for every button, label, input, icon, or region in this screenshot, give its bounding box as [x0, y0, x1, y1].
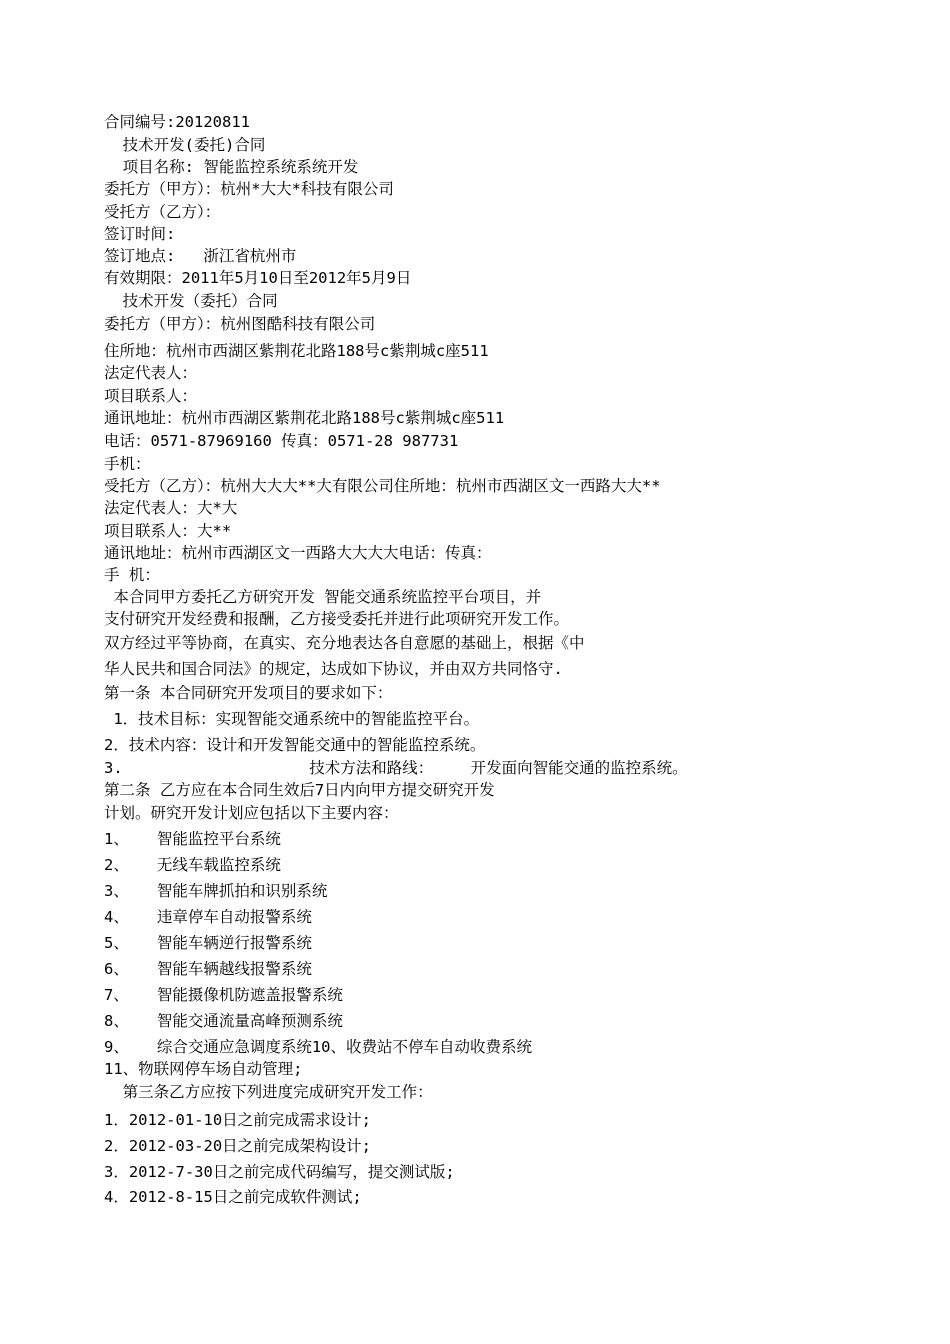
list-item-5: 5、 智能车辆逆行报警系统: [104, 934, 312, 952]
article-3-heading: 第三条乙方应按下列进度完成研究开发工作：: [104, 1083, 433, 1101]
party-b: 受托方（乙方）：: [104, 203, 221, 221]
party-a-legal-rep: 法定代表人：: [104, 364, 198, 382]
signing-time: 签订时间:: [104, 225, 176, 243]
article-1-heading: 第一条 本合同研究开发项目的要求如下：: [104, 684, 393, 702]
preamble-line-3: 双方经过平等协商，在真实、充分地表达各自意愿的基础上，根据《中: [104, 634, 585, 652]
article-1-item-1: 1．技术目标：实现智能交通系统中的智能监控平台。: [104, 710, 480, 728]
schedule-item-2: 2．2012-03-20日之前完成架构设计;: [104, 1137, 371, 1155]
party-a-phone-fax: 电话：0571-87969160 传真：0571-28 987731: [104, 432, 459, 450]
contract-title-2: 技术开发（委托）合同: [104, 292, 278, 310]
party-a-address: 住所地：杭州市西湖区紫荆花北路188号c紫荆城c座511: [104, 342, 489, 360]
party-a-mailing-address: 通讯地址：杭州市西湖区紫荆花北路188号c紫荆城c座511: [104, 409, 505, 427]
article-1-item-3: 3. 技术方法和路线： 开发面向智能交通的监控系统。: [104, 759, 688, 777]
list-item-7: 7、 智能摄像机防遮盖报警系统: [104, 986, 343, 1004]
list-item-8: 8、 智能交通流量高峰预测系统: [104, 1012, 343, 1030]
list-item-1: 1、 智能监控平台系统: [104, 830, 281, 848]
party-a-2: 委托方（甲方）：杭州图酷科技有限公司: [104, 315, 376, 333]
schedule-item-3: 3．2012-7-30日之前完成代码编写，提交测试版;: [104, 1163, 455, 1181]
article-2-heading: 第二条 乙方应在本合同生效后7日内向甲方提交研究开发: [104, 781, 495, 799]
party-b-mailing-address: 通讯地址：杭州市西湖区文一西路大大大大电话：传真：: [104, 544, 492, 562]
list-item-9-10: 9、 综合交通应急调度系统10、收费站不停车自动收费系统: [104, 1038, 532, 1056]
contract-number: 合同编号:20120811: [104, 113, 250, 131]
schedule-item-1: 1．2012-01-10日之前完成需求设计;: [104, 1111, 371, 1129]
signing-place: 签订地点: 浙江省杭州市: [104, 247, 297, 265]
party-a-contact: 项目联系人：: [104, 387, 198, 405]
list-item-4: 4、 违章停车自动报警系统: [104, 908, 312, 926]
party-b-legal-rep: 法定代表人：大*大: [104, 499, 238, 517]
party-b-contact: 项目联系人：大**: [104, 522, 232, 540]
party-a: 委托方（甲方）：杭州*大大*科技有限公司: [104, 180, 394, 198]
party-b-info: 受托方（乙方）：杭州大大大**大有限公司住所地：杭州市西湖区文一西路大大**: [104, 477, 661, 495]
preamble-line-4: 华人民共和国合同法》的规定，达成如下协议，并由双方共同恪守.: [104, 660, 563, 678]
validity-period: 有效期限：2011年5月10日至2012年5月9日: [104, 269, 412, 287]
party-b-mobile: 手 机：: [104, 566, 160, 584]
list-item-3: 3、 智能车牌抓拍和识别系统: [104, 882, 328, 900]
list-item-2: 2、 无线车载监控系统: [104, 856, 281, 874]
list-item-6: 6、 智能车辆越线报警系统: [104, 960, 312, 978]
project-name: 项目名称: 智能监控系统系统开发: [104, 158, 359, 176]
article-1-item-2: 2．技术内容：设计和开发智能交通中的智能监控系统。: [104, 736, 486, 754]
preamble-line-2: 支付研究开发经费和报酬，乙方接受委托并进行此项研究开发工作。: [104, 610, 570, 628]
preamble-line-1: 本合同甲方委托乙方研究开发 智能交通系统监控平台项目，并: [104, 588, 542, 606]
article-2-plan-intro: 计划。研究开发计划应包括以下主要内容：: [104, 804, 399, 822]
schedule-item-4: 4．2012-8-15日之前完成软件测试;: [104, 1188, 362, 1206]
contract-title: 技术开发(委托)合同: [104, 136, 266, 154]
party-a-mobile: 手机：: [104, 455, 151, 473]
list-item-11: 11、物联网停车场自动管理;: [104, 1060, 303, 1078]
